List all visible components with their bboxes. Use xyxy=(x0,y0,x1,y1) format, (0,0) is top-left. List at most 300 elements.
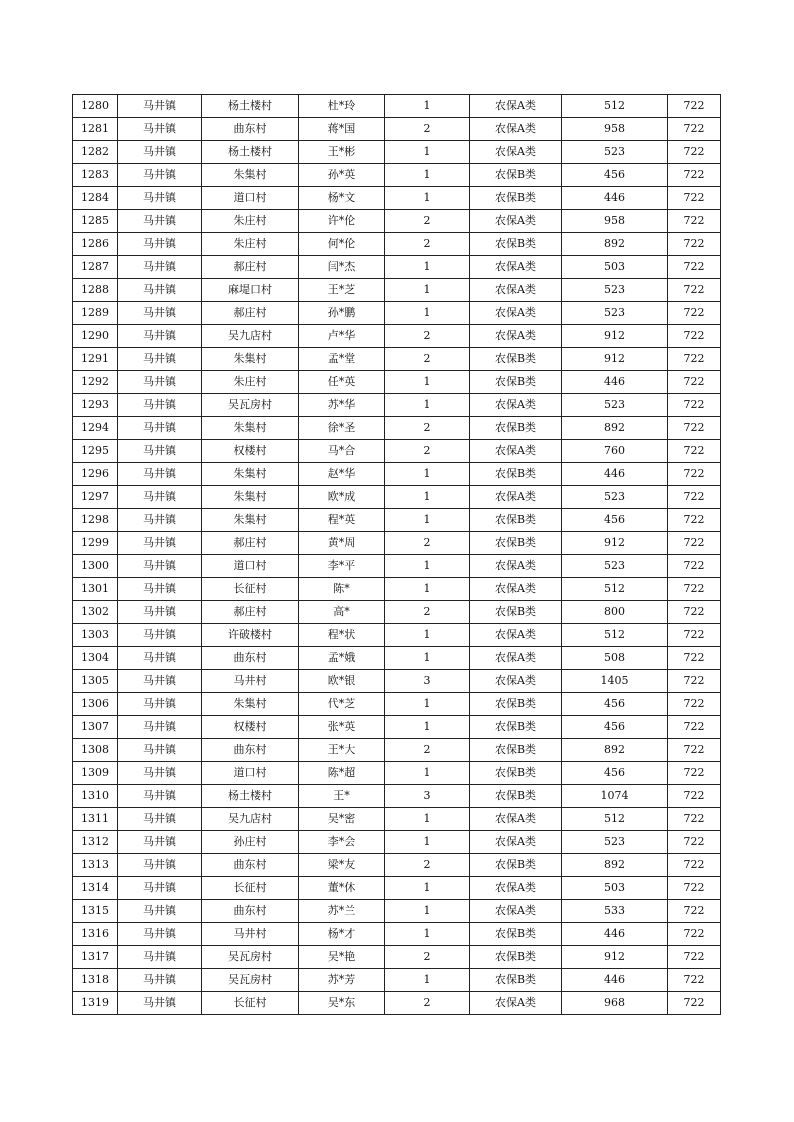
name-cell: 吴*艳 xyxy=(299,946,385,969)
town-cell: 马井镇 xyxy=(118,279,202,302)
village-cell: 曲东村 xyxy=(202,118,299,141)
table-row xyxy=(73,900,721,923)
town-cell: 马井镇 xyxy=(118,325,202,348)
amount-cell: 533 xyxy=(562,900,668,923)
amount-cell: 446 xyxy=(562,923,668,946)
village-cell: 曲东村 xyxy=(202,900,299,923)
town-cell: 马井镇 xyxy=(118,95,202,118)
town-cell: 马井镇 xyxy=(118,624,202,647)
household-size-cell: 1 xyxy=(385,969,470,992)
household-size-cell: 1 xyxy=(385,693,470,716)
row-number: 1283 xyxy=(73,164,118,187)
name-cell: 陈* xyxy=(299,578,385,601)
row-number: 1282 xyxy=(73,141,118,164)
name-cell: 董*休 xyxy=(299,877,385,900)
category-cell: 农保B类 xyxy=(470,233,562,256)
name-cell: 徐*圣 xyxy=(299,417,385,440)
category-cell: 农保A类 xyxy=(470,877,562,900)
row-number: 1294 xyxy=(73,417,118,440)
table-row xyxy=(73,601,721,624)
table-row xyxy=(73,417,721,440)
row-number: 1302 xyxy=(73,601,118,624)
table-row xyxy=(73,348,721,371)
category-cell: 农保A类 xyxy=(470,302,562,325)
household-size-cell: 1 xyxy=(385,486,470,509)
household-size-cell: 1 xyxy=(385,578,470,601)
town-cell: 马井镇 xyxy=(118,256,202,279)
amount-cell: 892 xyxy=(562,233,668,256)
name-cell: 王* xyxy=(299,785,385,808)
household-size-cell: 1 xyxy=(385,808,470,831)
code-cell: 722 xyxy=(668,647,721,670)
amount-cell: 456 xyxy=(562,164,668,187)
table-row xyxy=(73,463,721,486)
village-cell: 朱集村 xyxy=(202,486,299,509)
code-cell: 722 xyxy=(668,164,721,187)
category-cell: 农保A类 xyxy=(470,325,562,348)
village-cell: 道口村 xyxy=(202,555,299,578)
town-cell: 马井镇 xyxy=(118,509,202,532)
table-row xyxy=(73,394,721,417)
village-cell: 长征村 xyxy=(202,877,299,900)
name-cell: 张*英 xyxy=(299,716,385,739)
category-cell: 农保A类 xyxy=(470,831,562,854)
village-cell: 吴瓦房村 xyxy=(202,394,299,417)
table-row xyxy=(73,371,721,394)
village-cell: 杨土楼村 xyxy=(202,785,299,808)
row-number: 1286 xyxy=(73,233,118,256)
category-cell: 农保A类 xyxy=(470,118,562,141)
village-cell: 吴九店村 xyxy=(202,325,299,348)
amount-cell: 508 xyxy=(562,647,668,670)
row-number: 1295 xyxy=(73,440,118,463)
table-row xyxy=(73,532,721,555)
village-cell: 朱集村 xyxy=(202,693,299,716)
name-cell: 吴*密 xyxy=(299,808,385,831)
village-cell: 麻堤口村 xyxy=(202,279,299,302)
village-cell: 杨土楼村 xyxy=(202,141,299,164)
town-cell: 马井镇 xyxy=(118,647,202,670)
name-cell: 许*伦 xyxy=(299,210,385,233)
row-number: 1281 xyxy=(73,118,118,141)
town-cell: 马井镇 xyxy=(118,555,202,578)
town-cell: 马井镇 xyxy=(118,969,202,992)
name-cell: 孟*堂 xyxy=(299,348,385,371)
village-cell: 马井村 xyxy=(202,923,299,946)
village-cell: 朱集村 xyxy=(202,463,299,486)
table-row xyxy=(73,187,721,210)
category-cell: 农保B类 xyxy=(470,854,562,877)
category-cell: 农保A类 xyxy=(470,900,562,923)
code-cell: 722 xyxy=(668,509,721,532)
household-size-cell: 1 xyxy=(385,923,470,946)
household-size-cell: 2 xyxy=(385,992,470,1015)
amount-cell: 446 xyxy=(562,187,668,210)
name-cell: 李*会 xyxy=(299,831,385,854)
amount-cell: 912 xyxy=(562,325,668,348)
village-cell: 朱庄村 xyxy=(202,210,299,233)
code-cell: 722 xyxy=(668,279,721,302)
code-cell: 722 xyxy=(668,325,721,348)
amount-cell: 523 xyxy=(562,486,668,509)
table-row xyxy=(73,946,721,969)
village-cell: 曲东村 xyxy=(202,739,299,762)
town-cell: 马井镇 xyxy=(118,532,202,555)
row-number: 1317 xyxy=(73,946,118,969)
table-row xyxy=(73,118,721,141)
code-cell: 722 xyxy=(668,233,721,256)
code-cell: 722 xyxy=(668,946,721,969)
category-cell: 农保A类 xyxy=(470,394,562,417)
amount-cell: 523 xyxy=(562,831,668,854)
category-cell: 农保A类 xyxy=(470,808,562,831)
town-cell: 马井镇 xyxy=(118,739,202,762)
village-cell: 朱庄村 xyxy=(202,371,299,394)
code-cell: 722 xyxy=(668,624,721,647)
category-cell: 农保B类 xyxy=(470,739,562,762)
table-row xyxy=(73,486,721,509)
household-size-cell: 1 xyxy=(385,831,470,854)
name-cell: 欧*成 xyxy=(299,486,385,509)
name-cell: 苏*芳 xyxy=(299,969,385,992)
name-cell: 卢*华 xyxy=(299,325,385,348)
town-cell: 马井镇 xyxy=(118,233,202,256)
name-cell: 苏*华 xyxy=(299,394,385,417)
category-cell: 农保B类 xyxy=(470,187,562,210)
amount-cell: 958 xyxy=(562,118,668,141)
name-cell: 王*芝 xyxy=(299,279,385,302)
name-cell: 程*英 xyxy=(299,509,385,532)
amount-cell: 800 xyxy=(562,601,668,624)
village-cell: 朱集村 xyxy=(202,509,299,532)
town-cell: 马井镇 xyxy=(118,187,202,210)
amount-cell: 1405 xyxy=(562,670,668,693)
code-cell: 722 xyxy=(668,900,721,923)
table-row xyxy=(73,509,721,532)
town-cell: 马井镇 xyxy=(118,923,202,946)
category-cell: 农保B类 xyxy=(470,164,562,187)
household-size-cell: 1 xyxy=(385,371,470,394)
town-cell: 马井镇 xyxy=(118,164,202,187)
amount-cell: 912 xyxy=(562,532,668,555)
amount-cell: 512 xyxy=(562,95,668,118)
name-cell: 李*平 xyxy=(299,555,385,578)
row-number: 1293 xyxy=(73,394,118,417)
category-cell: 农保A类 xyxy=(470,992,562,1015)
row-number: 1298 xyxy=(73,509,118,532)
name-cell: 闫*杰 xyxy=(299,256,385,279)
amount-cell: 523 xyxy=(562,141,668,164)
village-cell: 曲东村 xyxy=(202,647,299,670)
code-cell: 722 xyxy=(668,187,721,210)
row-number: 1305 xyxy=(73,670,118,693)
code-cell: 722 xyxy=(668,256,721,279)
row-number: 1314 xyxy=(73,877,118,900)
table-row xyxy=(73,969,721,992)
code-cell: 722 xyxy=(668,716,721,739)
household-size-cell: 1 xyxy=(385,762,470,785)
village-cell: 朱集村 xyxy=(202,348,299,371)
village-cell: 杨土楼村 xyxy=(202,95,299,118)
amount-cell: 512 xyxy=(562,808,668,831)
table-row xyxy=(73,739,721,762)
amount-cell: 892 xyxy=(562,417,668,440)
table-row xyxy=(73,210,721,233)
amount-cell: 456 xyxy=(562,762,668,785)
name-cell: 陈*超 xyxy=(299,762,385,785)
code-cell: 722 xyxy=(668,486,721,509)
village-cell: 吴瓦房村 xyxy=(202,969,299,992)
code-cell: 722 xyxy=(668,532,721,555)
household-size-cell: 3 xyxy=(385,670,470,693)
household-size-cell: 1 xyxy=(385,624,470,647)
amount-cell: 523 xyxy=(562,279,668,302)
category-cell: 农保B类 xyxy=(470,946,562,969)
name-cell: 何*伦 xyxy=(299,233,385,256)
table-row xyxy=(73,578,721,601)
category-cell: 农保B类 xyxy=(470,923,562,946)
name-cell: 程*状 xyxy=(299,624,385,647)
village-cell: 郝庄村 xyxy=(202,532,299,555)
row-number: 1315 xyxy=(73,900,118,923)
code-cell: 722 xyxy=(668,693,721,716)
amount-cell: 912 xyxy=(562,946,668,969)
table-row xyxy=(73,233,721,256)
village-cell: 马井村 xyxy=(202,670,299,693)
category-cell: 农保B类 xyxy=(470,969,562,992)
household-size-cell: 1 xyxy=(385,279,470,302)
amount-cell: 892 xyxy=(562,854,668,877)
amount-cell: 503 xyxy=(562,256,668,279)
table-row xyxy=(73,877,721,900)
category-cell: 农保B类 xyxy=(470,716,562,739)
household-size-cell: 1 xyxy=(385,877,470,900)
code-cell: 722 xyxy=(668,555,721,578)
household-size-cell: 1 xyxy=(385,463,470,486)
name-cell: 欧*银 xyxy=(299,670,385,693)
household-size-cell: 1 xyxy=(385,555,470,578)
row-number: 1285 xyxy=(73,210,118,233)
category-cell: 农保B类 xyxy=(470,371,562,394)
data-table xyxy=(72,94,721,1015)
village-cell: 长征村 xyxy=(202,992,299,1015)
name-cell: 吴*东 xyxy=(299,992,385,1015)
household-size-cell: 1 xyxy=(385,187,470,210)
town-cell: 马井镇 xyxy=(118,877,202,900)
code-cell: 722 xyxy=(668,95,721,118)
household-size-cell: 1 xyxy=(385,302,470,325)
row-number: 1289 xyxy=(73,302,118,325)
table-row xyxy=(73,670,721,693)
category-cell: 农保B类 xyxy=(470,532,562,555)
code-cell: 722 xyxy=(668,808,721,831)
table-row xyxy=(73,325,721,348)
name-cell: 孙*鹏 xyxy=(299,302,385,325)
village-cell: 吴瓦房村 xyxy=(202,946,299,969)
amount-cell: 446 xyxy=(562,463,668,486)
village-cell: 郝庄村 xyxy=(202,302,299,325)
amount-cell: 523 xyxy=(562,302,668,325)
code-cell: 722 xyxy=(668,992,721,1015)
village-cell: 郝庄村 xyxy=(202,256,299,279)
category-cell: 农保B类 xyxy=(470,601,562,624)
category-cell: 农保B类 xyxy=(470,417,562,440)
town-cell: 马井镇 xyxy=(118,716,202,739)
table-row xyxy=(73,624,721,647)
category-cell: 农保A类 xyxy=(470,670,562,693)
town-cell: 马井镇 xyxy=(118,141,202,164)
town-cell: 马井镇 xyxy=(118,486,202,509)
town-cell: 马井镇 xyxy=(118,302,202,325)
table-row xyxy=(73,762,721,785)
village-cell: 道口村 xyxy=(202,762,299,785)
category-cell: 农保A类 xyxy=(470,440,562,463)
row-number: 1299 xyxy=(73,532,118,555)
amount-cell: 456 xyxy=(562,693,668,716)
row-number: 1291 xyxy=(73,348,118,371)
row-number: 1312 xyxy=(73,831,118,854)
town-cell: 马井镇 xyxy=(118,371,202,394)
household-size-cell: 2 xyxy=(385,118,470,141)
category-cell: 农保B类 xyxy=(470,693,562,716)
household-size-cell: 2 xyxy=(385,946,470,969)
town-cell: 马井镇 xyxy=(118,808,202,831)
town-cell: 马井镇 xyxy=(118,946,202,969)
name-cell: 杜*玲 xyxy=(299,95,385,118)
town-cell: 马井镇 xyxy=(118,854,202,877)
row-number: 1288 xyxy=(73,279,118,302)
category-cell: 农保A类 xyxy=(470,210,562,233)
town-cell: 马井镇 xyxy=(118,440,202,463)
table-row xyxy=(73,440,721,463)
village-cell: 权楼村 xyxy=(202,440,299,463)
household-size-cell: 1 xyxy=(385,141,470,164)
category-cell: 农保A类 xyxy=(470,647,562,670)
amount-cell: 512 xyxy=(562,624,668,647)
row-number: 1301 xyxy=(73,578,118,601)
village-cell: 吴九店村 xyxy=(202,808,299,831)
household-size-cell: 2 xyxy=(385,417,470,440)
amount-cell: 446 xyxy=(562,969,668,992)
row-number: 1310 xyxy=(73,785,118,808)
name-cell: 黄*周 xyxy=(299,532,385,555)
village-cell: 道口村 xyxy=(202,187,299,210)
row-number: 1296 xyxy=(73,463,118,486)
village-cell: 朱集村 xyxy=(202,164,299,187)
table-row xyxy=(73,716,721,739)
category-cell: 农保A类 xyxy=(470,555,562,578)
category-cell: 农保B类 xyxy=(470,762,562,785)
code-cell: 722 xyxy=(668,210,721,233)
code-cell: 722 xyxy=(668,578,721,601)
table-row xyxy=(73,141,721,164)
name-cell: 代*芝 xyxy=(299,693,385,716)
household-size-cell: 2 xyxy=(385,210,470,233)
town-cell: 马井镇 xyxy=(118,417,202,440)
town-cell: 马井镇 xyxy=(118,210,202,233)
row-number: 1313 xyxy=(73,854,118,877)
name-cell: 杨*才 xyxy=(299,923,385,946)
town-cell: 马井镇 xyxy=(118,762,202,785)
table-row xyxy=(73,923,721,946)
row-number: 1297 xyxy=(73,486,118,509)
category-cell: 农保A类 xyxy=(470,624,562,647)
code-cell: 722 xyxy=(668,854,721,877)
amount-cell: 512 xyxy=(562,578,668,601)
amount-cell: 456 xyxy=(562,509,668,532)
town-cell: 马井镇 xyxy=(118,831,202,854)
household-size-cell: 2 xyxy=(385,348,470,371)
code-cell: 722 xyxy=(668,118,721,141)
table-row xyxy=(73,693,721,716)
name-cell: 蒋*国 xyxy=(299,118,385,141)
category-cell: 农保A类 xyxy=(470,279,562,302)
table-row xyxy=(73,992,721,1015)
row-number: 1306 xyxy=(73,693,118,716)
code-cell: 722 xyxy=(668,670,721,693)
amount-cell: 912 xyxy=(562,348,668,371)
code-cell: 722 xyxy=(668,831,721,854)
row-number: 1287 xyxy=(73,256,118,279)
amount-cell: 760 xyxy=(562,440,668,463)
town-cell: 马井镇 xyxy=(118,670,202,693)
code-cell: 722 xyxy=(668,877,721,900)
row-number: 1311 xyxy=(73,808,118,831)
amount-cell: 1074 xyxy=(562,785,668,808)
code-cell: 722 xyxy=(668,440,721,463)
category-cell: 农保B类 xyxy=(470,785,562,808)
table-row xyxy=(73,854,721,877)
town-cell: 马井镇 xyxy=(118,578,202,601)
category-cell: 农保B类 xyxy=(470,509,562,532)
table-row xyxy=(73,555,721,578)
household-size-cell: 2 xyxy=(385,325,470,348)
row-number: 1309 xyxy=(73,762,118,785)
name-cell: 任*英 xyxy=(299,371,385,394)
row-number: 1290 xyxy=(73,325,118,348)
table-row xyxy=(73,164,721,187)
name-cell: 王*大 xyxy=(299,739,385,762)
town-cell: 马井镇 xyxy=(118,900,202,923)
code-cell: 722 xyxy=(668,417,721,440)
category-cell: 农保A类 xyxy=(470,578,562,601)
row-number: 1318 xyxy=(73,969,118,992)
village-cell: 孙庄村 xyxy=(202,831,299,854)
amount-cell: 456 xyxy=(562,716,668,739)
category-cell: 农保A类 xyxy=(470,141,562,164)
household-size-cell: 2 xyxy=(385,739,470,762)
village-cell: 许破楼村 xyxy=(202,624,299,647)
household-size-cell: 2 xyxy=(385,532,470,555)
table-row xyxy=(73,95,721,118)
category-cell: 农保B类 xyxy=(470,348,562,371)
village-cell: 权楼村 xyxy=(202,716,299,739)
household-size-cell: 1 xyxy=(385,647,470,670)
code-cell: 722 xyxy=(668,969,721,992)
category-cell: 农保A类 xyxy=(470,256,562,279)
row-number: 1300 xyxy=(73,555,118,578)
row-number: 1319 xyxy=(73,992,118,1015)
code-cell: 722 xyxy=(668,371,721,394)
household-size-cell: 1 xyxy=(385,900,470,923)
code-cell: 722 xyxy=(668,762,721,785)
name-cell: 梁*友 xyxy=(299,854,385,877)
amount-cell: 523 xyxy=(562,394,668,417)
household-size-cell: 1 xyxy=(385,716,470,739)
household-size-cell: 1 xyxy=(385,509,470,532)
row-number: 1308 xyxy=(73,739,118,762)
town-cell: 马井镇 xyxy=(118,348,202,371)
